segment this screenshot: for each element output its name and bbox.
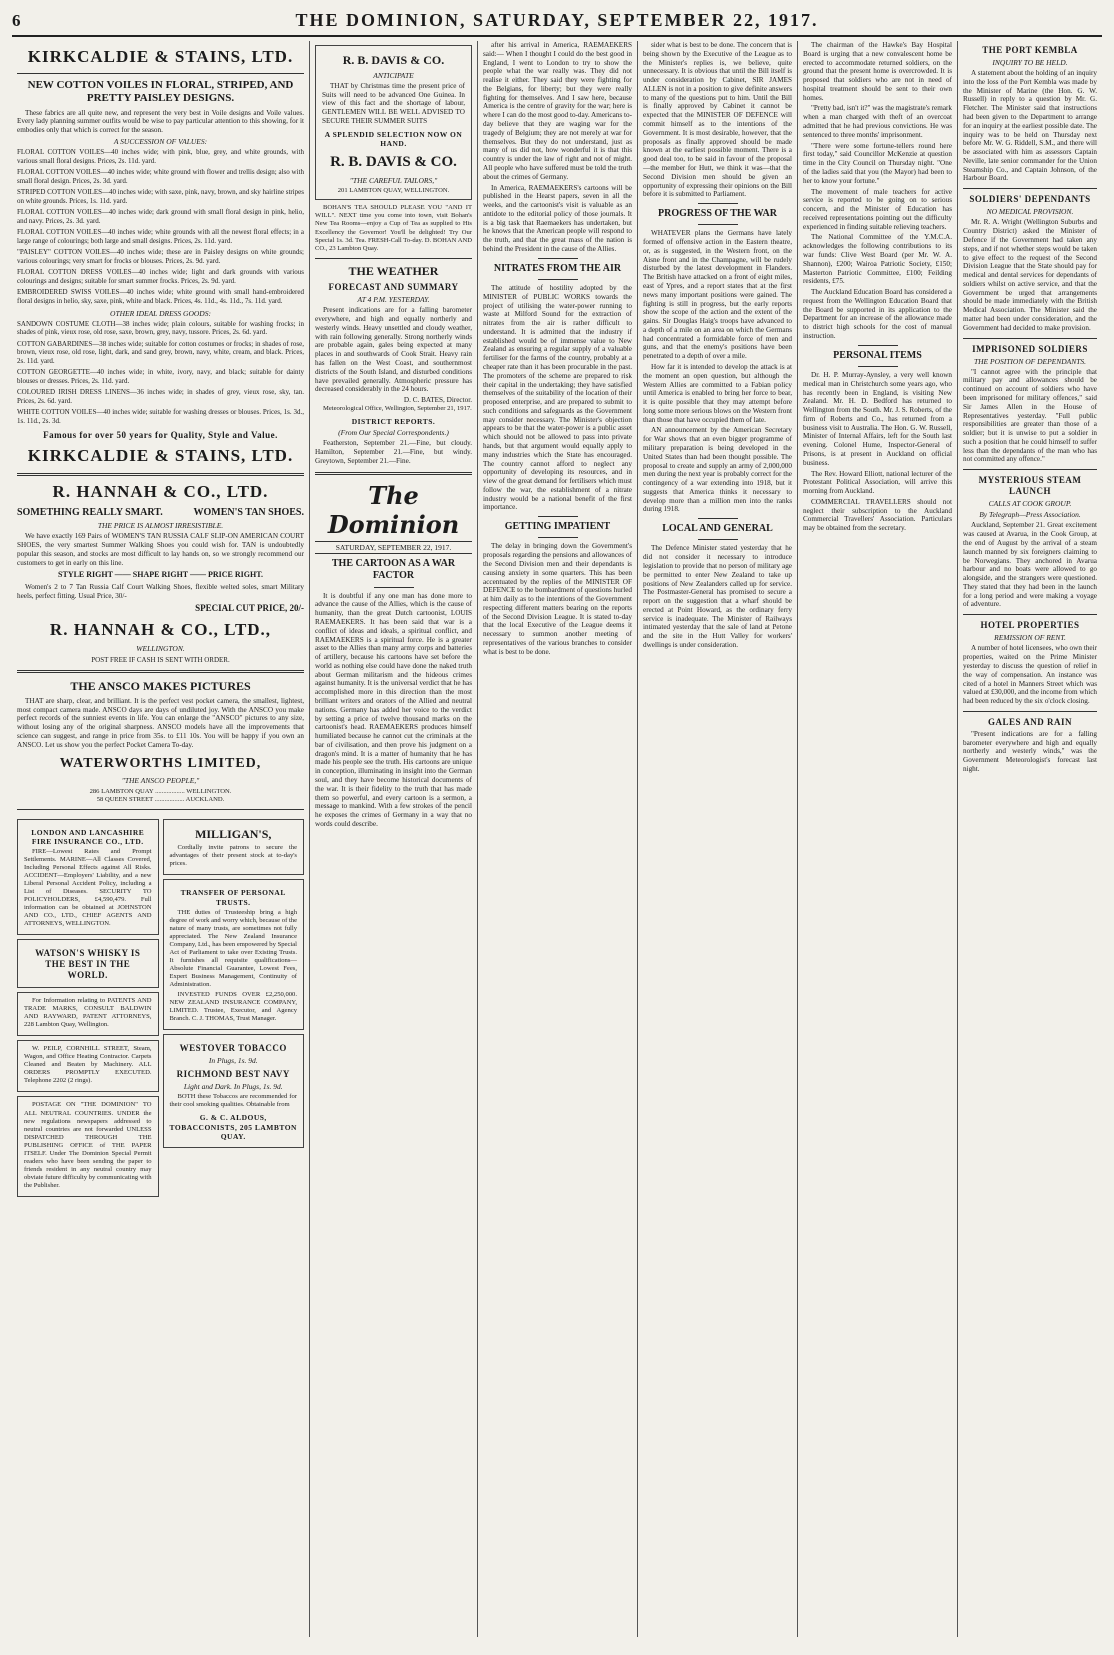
weather-body: Present indications are for a falling barometer everywhere, and high and equally northerly and westerly winds. Heavy unsettled and cloudy weather, with rain following generally. Strong northerly winds are probable again, gales being expected at many places in and southwards of Cook Strait. Heavy rain has fallen on the West Coast, and southernmost districts of the South Island, and disturbed conditions have prevailed generally. Atmospheric pressure has decreased considerably in the 24 hours. (315, 306, 472, 394)
district-title: DISTRICT REPORTS. (351, 416, 436, 426)
kirkcaldie-items-2 (17, 320, 304, 426)
commercial-notice: COMMERCIAL TRAVELLERS should not neglect their subscription to the Auckland Commercial Travellers' Association. Particulars may be obtained from the secretary. (803, 497, 952, 533)
gales-body: "Present indications are for a falling barometer everywhere and high and equally northerly and westerly winds," was the Government Meteorologist's forecast last night. (963, 729, 1097, 773)
local-item: The National Committee of the Y.M.C.A. acknowledges the following contributions to its war funds: Clive West Board (per Mr. W. A. Shannon), £200; Wairoa Patriotic Society, £150; Masterton Patriotic Committee, £100; Feilding residents, £75. (803, 233, 952, 286)
navy-body: BOTH these Tobaccos are recommended for their cool smoking qualities. Obtainable from (169, 1093, 297, 1109)
hannah-price-note: THE PRICE IS ALMOST IRRESISTIBLE. (97, 521, 224, 531)
personal-body: Dr. H. P. Murray-Aynsley, a very well known medical man in Christchurch some years ago, who has recently been in England, is visiting New Zealand. Mr. H. D. Bedford has returned to Wellington from the South. Mr. J. S. Roberts, of the firm of Roberts and Co., has returned from a business visit to Australia. The Hon. G. W. Russell, Minister of Internal Affairs, left for the South last evening. Colonel Hume, Inspector-General of Prisons, is at present in Auckland on official business. (803, 370, 952, 467)
kembla-body: A statement about the holding of an inquiry into the loss of the Port Kembla was made by the Minister of Marine (the Hon. G. W. Russell) in reply to a question by Mr. G. Fletcher. The Minister said that instructions had been given to the Department to arrange for an inquiry at the earliest possible date. The inquiry was to be held on Thursday next before Mr. W. G. Riddell, S.M., and there will be associated with him as assessors Captain Neville, late senior commander for the Union Steamship Co., and Captain Johnson, of the Harbour Board. (963, 69, 1097, 183)
list-item: "PAISLEY" COTTON VOILES—40 inches wide; these are in Paisley designs on white grounds; various colourings; very smart for frocks or blouses. Prices, 2s. 9d. yard. (17, 248, 304, 265)
list-item: FLORAL COTTON VOILES—40 inches wide; with pink, blue, grey, and white grounds, with various small floral designs. Prices, 2s. 11d. yard. (17, 148, 304, 165)
kirkcaldie-title: KIRKCALDIE & STAINS, LTD. (27, 47, 294, 66)
hotel-sub: REMISSION OF RENT. (994, 633, 1066, 643)
patent-text: For Information relating to PATENTS AND TRADE MARKS, CONSULT BALDWIN AND RAYWARD, PATENT ATTORNEYS, 228 Lambton Quay, Wellington. (24, 997, 152, 1029)
impatient-body: The delay in bringing down the Government's proposals regarding the pensions and allowances of the Second Division men and their dependants is causing anxiety in some quarters. This has been accentuated by the replies of the MINISTER OF DEFENCE to the bombardment of questions hurled at him daily as to the intentions of the Government respecting different matters bearing on the reports of the Second Division League. It is stated to-day that the local Executive of the League deems it necessary to summon another meeting of representatives of the various branches to consider what is best to be done. (483, 542, 632, 656)
waterworths-title: WATERWORTHS LIMITED, (59, 756, 262, 772)
waterworths-addr-2: 58 QUEEN STREET .................. AUCKLAND. (96, 795, 225, 803)
launch-body: Auckland, September 21. Great excitement was caused at Avarua, in the Cook Group, at the end of August by the arrival of a steam launch manned by six foreigners claiming to be Norwegians. They anchored in Avarua harbour and no boats were allowed to go alongside, and the strangers were questioned. They stated that they had been in the launch for a long period and were making a voyage of adventure. (963, 521, 1097, 609)
ansco-title: THE ANSCO MAKES PICTURES (70, 679, 251, 694)
launch-agency: By Telegraph—Press Association. (979, 510, 1081, 520)
local-item: "There were some fortune-tellers round here first today," said Councillor McKenzie at question time in the City Council on Thursday night. "One of the ladies said that you (the Mayor) had been to her to know your fortune." (803, 141, 952, 185)
trust-body: THE duties of Trusteeship bring a high degree of work and worry which, because of the nature of many trusts, are sometimes not fully appreciated. The New Zealand Insurance Company, Ltd., has been empowered by Special Act of Parliament to take over Existing Trusts. It furnishes all requisite qualifications—Absolute Financial Guarantee, Lowest Fees, Expert Business Management, Continuity of Administration. (169, 908, 297, 988)
progress-body: WHATEVER plans the Germans have lately formed of offensive action in the Eastern theatre, or, as is suggested, in the Western front, on the Aisne front and in the Champagne, will be rudely disturbed by the latest development in Flanders. The British have attacked on a front of eight miles, east of Ypres, and a report states that at the first news many important positions were gained. The fighting is still in progress, but the early reports show the scope of the action and the extent of the gains. Sir Douglas Haig's troops have advanced to a depth of a mile on an area on which the Germans had concentrated a formidable force of men and guns, and that the enemy's positions have been penetrated to a depth of over a mile. (643, 229, 792, 361)
hannah-shoes: WOMEN'S TAN SHOES. (193, 506, 304, 518)
weather-title: THE WEATHER (348, 263, 439, 278)
peilp-text: W. PEILP, CORNHILL STREET, Steam, Wagon, and Office Heating Contractor. Carpets Cleaned and Beaten by Machinery. ALL ORDERS PROMPTLY EXECUTED. Telephone 2202 (2 rings). (24, 1045, 152, 1085)
local-body: The Defence Minister stated yesterday that he did not consider it necessary to introduce legislation to provide that no person of military age be permitted to enter New Zealand to take up positions of New Zealanders called up for service. The Postmaster-General has promised to secure a report on the suggestion that a wharf should be erected at Point Howard, as the ordinary ferry service is inadequate. The Minister of Railways intimated yesterday that the sale of land at Petone and the site in the Hutt Valley for workers' dwellings is under consideration. (643, 544, 792, 650)
hotel-title: HOTEL PROPERTIES (980, 620, 1080, 631)
kembla-title: THE PORT KEMBLA (982, 45, 1078, 55)
tobacco-ad (163, 1034, 305, 1148)
weather-sub: FORECAST AND SUMMARY (328, 282, 459, 293)
newspaper-page (12, 10, 1102, 1635)
raemaekers-body-2: In America, RAEMAEKERS's cartoons will be published in the Hearst papers, seven in all the weeks, and the cartoonist's visit is valuable as an antidote to the editorial policy of those journals. It is a big task that Raemaekers has undertaken, but he knows that the American people will respond to the truth, and that the great mass of the nation is behind the President in the cause of the Allies. (483, 183, 632, 253)
peilp-ad (17, 1040, 159, 1092)
local-title: LOCAL AND GENERAL (662, 523, 773, 535)
imprisoned-sub: THE POSITION OF DEPENDANTS. (973, 356, 1087, 366)
list-item: FLORAL COTTON DRESS VOILES—40 inches wide; light and dark grounds with various colourings and designs; suitable for smart summer frocks. Prices, 2s. 9d. yard. (17, 268, 304, 285)
list-item: FLORAL COTTON VOILES—40 inches wide; dark ground with small floral design in pink, helio, and navy. Prices, 2s. 3d. yard. (17, 208, 304, 225)
trust-ad (163, 879, 305, 1030)
local-item: "Pretty bad, isn't it?" was the magistrate's remark when a man charged with theft of an overcoat admitted that he had previous convictions. He was sentenced to three months' imprisonment. (803, 104, 952, 139)
masthead-title: THE DOMINION, SATURDAY, SEPTEMBER 22, 1917. (295, 10, 819, 30)
kembla-sub: INQUIRY TO BE HELD. (992, 57, 1068, 67)
imprisoned-body: "I cannot agree with the principle that military pay and allowances should be continued on account of soldiers who have been imprisoned for military offences," said Sir James Allen in the House of Representatives yesterday. "Full public responsibilities are greater than those of a soldier; but it is unwise to put a soldier in such a position that he could himself to suffer less than the dependants of the man who has not committed any offence." (963, 367, 1097, 464)
hannah-city: WELLINGTON. (136, 644, 185, 654)
list-item: SANDOWN COSTUME CLOTH—38 inches wide; plain colours, suitable for washing frocks; in shades of pink, vieux rose, old rose, saxe, brown, grey, navy, tussore. Prices, 2s. 6d. yard. (17, 319, 304, 337)
kirkcaldie-subhead: A SUCCESSION OF VALUES: (113, 136, 208, 146)
progress-body-2: How far it is intended to develop the attack is at the moment an open question, but although the Western Allies are committed to a Fabian policy until America is enabled to bring her force to bear, it is quite possible that they may attempt before long some more serious blows on the Western front than those that have occupied them of late. (643, 362, 792, 424)
milligan-body: Cordially invite patrons to secure the advantages of their present stock at to-day's prices. (169, 844, 297, 868)
hannah-body: We have exactly 169 Pairs of WOMEN'S TAN RUSSIA CALF SLIP-ON AMERICAN COURT SHOES, the very smartest Summer Walking Shoes you could wish for. TAN is undoubtedly popular this season, and stocks are most difficult to lay hands on, so we strongly recommend our customers to get in early on this line. (17, 532, 304, 567)
list-item: WHITE COTTON VOILES—40 inches wide; suitable for washing dresses or blouses. Prices, 1s. 3d., 1s. 11d., 2s. 3d. (17, 408, 304, 425)
postage-text: POSTAGE ON "THE DOMINION" TO ALL NEUTRAL COUNTRIES. UNDER the new regulations newspapers addressed to neutral countries are not forwarded UNLESS DISPATCHED THROUGH THE PUBLISHING OFFICE of THE PAPER ITSELF. Under The Dominion Special Permit readers who have been sending the paper to friends resident in any neutral country may obviate future difficulty by communicating with the Publisher. (24, 1101, 152, 1189)
kirkcaldie-tagline: Famous for over 50 years for Quality, Style and Value. (43, 429, 278, 440)
page-number: 6 (12, 11, 21, 30)
davis-addr: 201 LAMBTON QUAY, WELLINGTON. (337, 187, 450, 195)
local-item: The movement of male teachers for active service is reported to be going on to serious concern, and the Minister of Education has received representations pointing out the difficulty experienced in finding suitable relieving teachers. (803, 187, 952, 231)
kirkcaldie-items (17, 148, 304, 306)
launch-title: MYSTERIOUS STEAM LAUNCH (978, 475, 1082, 497)
davis-title-2: R. B. DAVIS & CO. (330, 153, 457, 170)
column-6 (958, 41, 1102, 1637)
progress-body-3: AN announcement by the American Secretary for War shows that an even bigger programme of military preparation is being developed in the United States than had been thought possible. The proposal to create and supply an army of 2,000,000 men during the next year is probably correct for the contingency of a war extending into 1918, but it suggests that America thinks it necessary to develop more than a million men into the ranks during 1918. (643, 426, 792, 514)
tobacco-sub: In Plugs, 1s. 9d. (208, 1056, 258, 1066)
navy-sub: Light and Dark. In Plugs, 1s. 9d. (183, 1082, 283, 1092)
ansco-body: THAT are sharp, clear, and brilliant. It is the perfect vest pocket camera, the smallest, lightest, most compact camera made. ANSCO days are days of undiluted joy. With the ANSCO you make perfect records of the sunniest events in life. You can enlarge the "ANSCO" pictures to any size, without losing any of the original sharpness. ANSCO models have all the improvements that science can suggest, and range in price from 35s. to £11 10s. You will be happy if you own an ANSCO. Let us show you the perfect Pocket Camera To-day. (17, 696, 304, 749)
paper-title: The Dominion (327, 480, 460, 539)
postage-notice (17, 1096, 159, 1196)
personal-title: PERSONAL ITEMS (833, 349, 922, 361)
milligan-ad (163, 819, 305, 876)
whisky-text: WATSON'S WHISKY IS THE BEST IN THE WORLD. (35, 948, 141, 981)
kirkcaldie-headline: NEW COTTON VOILES IN FLORAL, STRIPED, AND PRETTY PAISLEY DESIGNS. (27, 78, 294, 105)
local-item: The chairman of the Hawke's Bay Hospital Board is urging that a new convalescent home be erected to accommodate returned soldiers, on the ground that the present home is overcrowded. It is proposed that soldiers who are not in need of hospital treatment should be sent to their own homes. (803, 41, 952, 102)
patent-ad (17, 992, 159, 1036)
hannah-smart: SOMETHING REALLY SMART. (17, 506, 163, 518)
tobacco-title: WESTOVER TOBACCO (179, 1043, 287, 1054)
list-item: FLORAL COTTON VOILES—40 inches wide; white grounds with all the newest floral effects; in a large range of colourings; both large and small designs. Prices, 2s. 11d. yard. (17, 228, 304, 245)
column-5 (798, 41, 958, 1637)
district-sub: (From Our Special Correspondents.) (338, 428, 449, 438)
impatient-title: GETTING IMPATIENT (504, 521, 611, 533)
trust-title: TRANSFER OF PERSONAL TRUSTS. (180, 888, 286, 907)
davis-sub: ANTICIPATE (373, 70, 414, 80)
milligan-title: MILLIGAN'S, (195, 826, 272, 841)
davis-ad-1 (315, 45, 472, 200)
insurance-text: INVESTED FUNDS OVER £2,250,000. NEW ZEALAND INSURANCE COMPANY, LIMITED. Trustee, Executor, and Agency Branch. C. J. THOMAS, Trust Manager. (169, 991, 297, 1023)
dependants-body: Mr. R. A. Wright (Wellington Suburbs and Country District) asked the Minister of Defence if the Government had taken any steps, and if not whether steps would be taken to give effect to the request of the Second Division League that the State should pay for medical and dental services for dependants of soldiers whilst on active service, and that the Government be urged that arrangements should be made immediately with the British Medical Association. The Minister said the matter had been under consideration, and the Government had decided to make provision. (963, 218, 1097, 332)
waterworths-addr-1: 286 LAMBTON QUAY .................. WELLINGTON. (89, 787, 232, 795)
raemaekers-body: after his arrival in America, RAEMAEKERS said:— When I thought I could do the best good in England, I went to London to try to show the people what the war really was. They did not realise it either. They said they were fighting for the Belgians, for liberty; but they were really fighting for themselves. And I saw here, because America is the centre of gravity for the war; here is where I can do the most good to-day. Americans to-day believe that they are waging war for the tragedy of Belgium; they are not merely at war for themselves. But they do not understand, just as many of us did not, how wonderful it is that this country is under the law of right and not of might. All people who have suffered must be told the truth about the crimes of Germany. (483, 41, 632, 181)
hannah-style: STYLE RIGHT —— SHAPE RIGHT —— PRICE RIGHT. (58, 570, 263, 580)
column-3 (478, 41, 638, 1637)
masthead (12, 10, 1102, 37)
personal-body-2: The Rev. Howard Elliott, national lecturer of the Protestant Political Association, will arrive this morning from Auckland. (803, 469, 952, 496)
gales-title: GALES AND RAIN (987, 716, 1072, 727)
list-item: EMBROIDERED SWISS VOILES—40 inches wide; white ground with small hand-embroidered floral designs in helio, sky, saxe, pink, white and black. Prices, 4s. 11d., 4s. 11d., 7s. 11d. yard. (17, 288, 304, 305)
dependants-title: SOLDIERS' DEPENDANTS (969, 194, 1091, 205)
kirkcaldie-intro: These fabrics are all quite new, and represent the very best in Voile designs and Voile values. Every lady planning summer outfits would be wise to pay particular attention to this showing, for it embodies only that which is correct for the season. (17, 108, 304, 135)
nitrates-body: The attitude of hostility adopted by the MINISTER of PUBLIC WORKS towards the project of utilising the water-power running to waste at Milford Sound for the extraction of nitrates from the air is rather difficult to understand. It is admitted that the industry if established would be of immense value to New Zealand as ensuring a regular supply of a valuable fertiliser for the farms of the country, probably at a cheaper rate than it has been procurable in the past. The promoters of the scheme are prepared to risk their capital in the undertaking; they have satisfied themselves of the suitability of the location of their proposed enterprise, and are prepared to submit to such conditions and safeguards as the Government may consider necessary. The Minister's objection appears to be that the water-power is a public asset which should not be allowed to pass into private hands, but that argument would equally apply to many industries which the State has encouraged. The country cannot afford to neglect any opportunity of developing its resources, and in view of the great demand for fertilisers which must follow the war, the establishment of a nitrate industry would be a national benefit of the first importance. (483, 283, 632, 512)
hannah-desc: Women's 2 to 7 Tan Russia Calf Court Walking Shoes, flexible welted soles, smart Military heels, perfect fitting. Usual Price, 30/- (17, 583, 304, 600)
column-advertisements (12, 41, 310, 1637)
insurance-ad (17, 819, 159, 936)
insurance-title: LONDON AND LANCASHIRE FIRE INSURANCE CO., LTD. (31, 827, 145, 846)
davis-sub-2: "THE CAREFUL TAILORS," (349, 176, 438, 186)
district-body: Featherston, September 21.—Fine, but cloudy. Hamilton, September 21.—Fine, but windy. Greytown, September 21.—Fine. (315, 439, 472, 465)
hannah-title: R. HANNAH & CO., LTD. (52, 482, 269, 502)
hotel-body: A number of hotel licensees, who own their properties, waited on the Prime Minister yesterday to discuss the question of relief in the way of compensation. An instance was cited of a hotel in Manners Street which was valued at £30,000, and the income from which had been reduced by the six o'clock closing. (963, 644, 1097, 706)
davis-title: R. B. DAVIS & CO. (342, 53, 445, 67)
league-body: sider what is best to be done. The concern that is being shown by the Executive of the League as to the Minister's replies is, we believe, quite unnecessary. It is obvious that until the Bill itself is under consideration by Cabinet, SIR JAMES ALLEN is not in a position to give definite answers to many of the questions put to him. Until the Bill is finally approved by Cabinet it cannot be expected that the MINISTER OF DEFENCE will commit himself as to the intentions of the Government. It is most desirable, however, that the proposals as finally approved should be made known at the earliest possible moment. There is a good deal too, to be said in favour of the proposal—the member for Hutt, we think it was—that the Second Division men should be given an opportunity of expressing their opinions on the Bill before it is submitted to Parliament. (643, 41, 792, 199)
weather-sign: D. C. BATES, Director. (403, 396, 472, 405)
navy-title: RICHMOND BEST NAVY (176, 1069, 290, 1080)
weather-office: Meteorological Office, Wellington, September 21, 1917. (323, 404, 472, 412)
hannah-title-2: R. HANNAH & CO., LTD., (49, 619, 272, 639)
whisky-ad (17, 939, 159, 988)
davis-body: THAT by Christmas time the present price of Suits will need to be advanced One Guinea. In view of this fact and the shortage of labour, GENTLEMEN WILL BE WELL ADVISED TO SECURE THEIR SUMMER SUITS (322, 81, 465, 125)
insurance-body: FIRE—Lowest Rates and Prompt Settlements. MARINE—All Classes Covered, Including Personal Effects against All Risks. ACCIDENT—Employers' Liability, and a new Liberal Personal Accident Policy, including a List of Diseases. SECURITY TO POLICYHOLDERS, £4,590,479. Full information can be obtained at JOHNSTON AND CO., LTD., CHIEF AGENTS AND ATTORNEYS, WELLINGTON. (24, 847, 152, 928)
dependants-sub: NO MEDICAL PROVISION. (986, 207, 1074, 217)
imprisoned-title: IMPRISONED SOLDIERS (972, 343, 1088, 354)
kirkcaldie-subhead-2: OTHER IDEAL DRESS GOODS: (110, 308, 211, 318)
column-4 (638, 41, 798, 1637)
hannah-post: POST FREE IF CASH IS SENT WITH ORDER. (91, 655, 230, 664)
weather-time: AT 4 P.M. YESTERDAY. (357, 295, 430, 305)
paper-date: SATURDAY, SEPTEMBER 22, 1917. (315, 541, 472, 554)
cartoon-title: THE CARTOON AS A WAR FACTOR (331, 558, 456, 582)
hannah-special: SPECIAL CUT PRICE, 20/- (195, 602, 304, 613)
nitrates-title: NITRATES FROM THE AIR (493, 262, 622, 274)
bohan-ad: BOHAN'S TEA SHOULD PLEASE YOU "AND IT WILL". NEXT time you come into town, visit Bohan's New Tea Rooms—enjoy a Cup of Tea as supplied to His Excellency the Governor! You'll be delighted! Try Our Special 1s. 3d. Tea. FRESH-Call To-day. D. BOHAN AND CO., 23 Lambton Quay. (315, 204, 472, 252)
aldous-text: G. & C. ALDOUS, TOBACCONISTS, 205 LAMBTON QUAY. (169, 1113, 297, 1141)
progress-title: PROGRESS OF THE WAR (657, 208, 777, 220)
launch-sub: CALLS AT COOK GROUP. (988, 499, 1072, 509)
list-item: COTTON GABARDINES—38 inches wide; suitable for cotton costumes or frocks; in shades of rose, brown, vieux rose, old rose, light, dark, and sand grey, brown, navy, white, cream, and black. Prices, 2s. 11d. yard. (17, 339, 304, 365)
local-item: The Auckland Education Board has considered a request from the Wellington Education Board that the Board be supported in its application to the Department for an increase of the allowance made to district high schools for the cost of manual instruction. (803, 288, 952, 340)
list-item: COTTON GEORGETTE—40 inches wide; in white, ivory, navy, and black; suitable for dainty blouses or dresses. Prices, 2s. 11d. yard. (17, 368, 304, 385)
kirkcaldie-title-2: KIRKCALDIE & STAINS, LTD. (27, 446, 294, 466)
davis-tail: A SPLENDID SELECTION NOW ON HAND. (324, 129, 463, 148)
list-item: FLORAL COTTON VOILES—40 inches wide; white ground with flower and trellis design; also with small floral design. Prices, 2s. 3d. yard. (17, 168, 304, 185)
list-item: STRIPED COTTON VOILES—40 inches wide; with saxe, pink, navy, brown, and sky hairline stripes on white grounds. Prices, 1s. 11d. yard. (17, 188, 304, 205)
column-2 (310, 41, 478, 1637)
list-item: COLOURED IRISH DRESS LINENS—36 inches wide; in shades of grey, vieux rose, sky, tan. Prices, 2s. 6d. yard. (17, 388, 304, 405)
waterworths-sub: "THE ANSCO PEOPLE," (121, 776, 200, 786)
cartoon-body: It is doubtful if any one man has done more to advance the cause of the Allies, which is the cause of humanity, than the great Dutch cartoonist, LOUIS RAEMAEKERS. It has been said that war is a conflict of ideas and ideals, a spiritual conflict, and RAEMAEKERS is a spiritual force. He is a greater asset to the Allies than many army corps and batteries of artillery, because his cartoons have set before the world as nothing else could have done the naked truth about German militarism and the hideous crimes against humanity. It is the universal verdict that he has accomplished more in this direction than the most brilliant writers and orators of the Allied and neutral nations. Germany has added her voice to the verdict by setting a price of twelve thousand marks on the cartoonist's head. RAEMAEKERS produces himself humiliated because he cannot cut the criminals at the bar of civilisation, and then prove his judgment on a dragon's mind. It is a matter of humanity that he has made his people see the truth. His cartoons are unique in conception, illuminating in insight into the German soul, and they have become historical documents of the war. It is their fidelity to the truth that has made them so powerful, and every cartoon is a sermon, a message to mankind. With a few strokes of the pencil he exposes the crimes of Germany in a way that no words could describe. (315, 591, 472, 828)
